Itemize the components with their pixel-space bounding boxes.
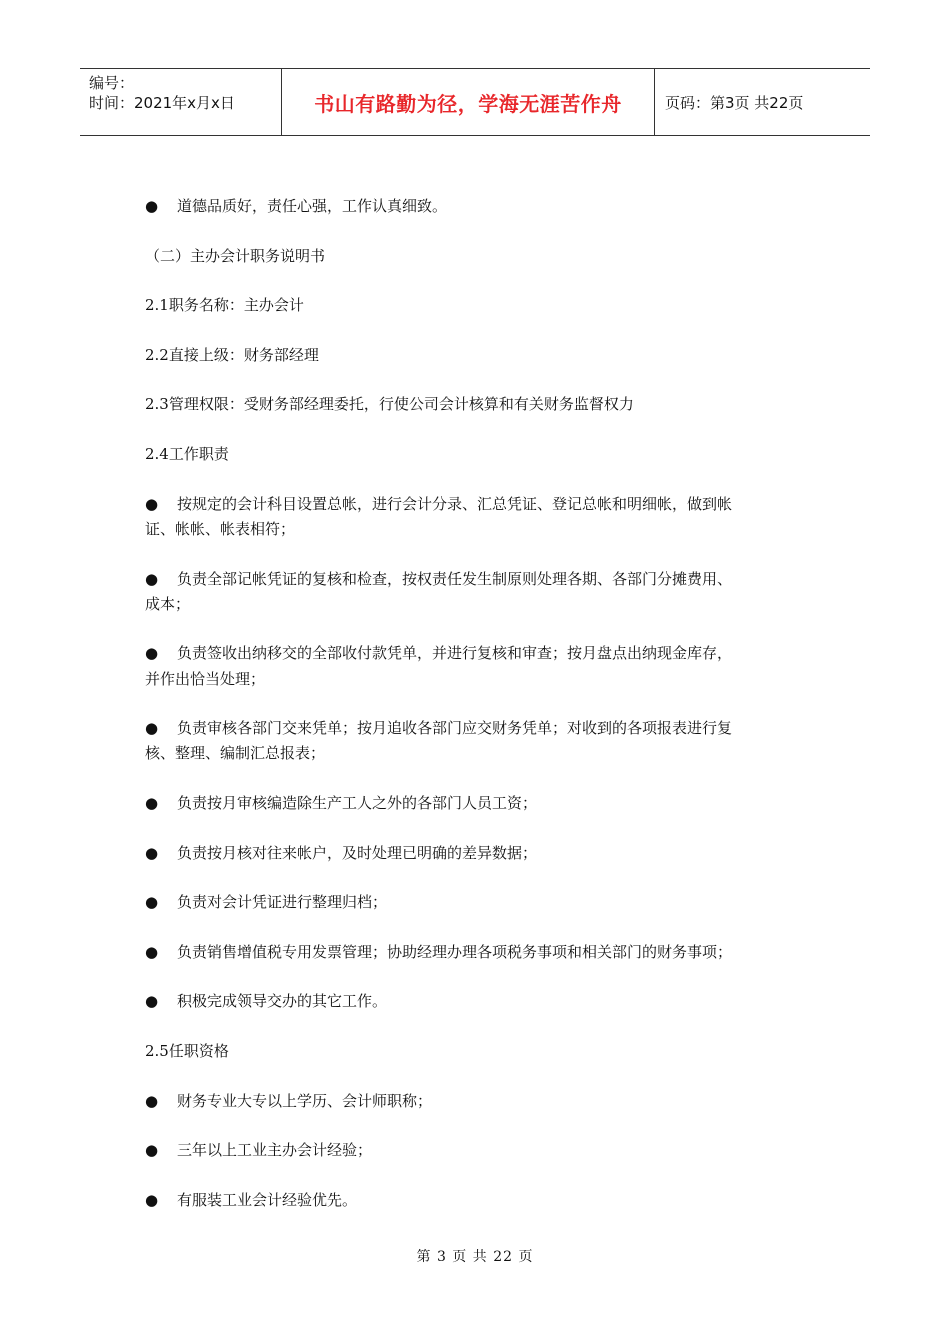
list-item: ● 三年以上工业主办会计经验； — [145, 1137, 815, 1163]
subsection-title: 2.5任职资格 — [145, 1042, 229, 1060]
bullet-icon: ● — [145, 992, 159, 1010]
list-item: ● 负责按月核对往来帐户，及时处理已明确的差异数据； — [145, 840, 815, 866]
bullet-icon: ● — [145, 943, 159, 961]
list-item: ● 财务专业大专以上学历、会计师职称； — [145, 1088, 815, 1114]
bullet-icon: ● — [145, 1092, 159, 1110]
document-number-label: 编号： — [89, 74, 135, 92]
bullet-icon: ● — [145, 719, 159, 737]
list-item-continuation: 核、整理、编制汇总报表； — [145, 744, 326, 762]
list-item-continuation: 并作出恰当处理； — [145, 670, 266, 688]
document-date: 时间：2021年x月x日 — [89, 94, 235, 112]
paragraph: 2.2直接上级：财务部经理 — [145, 346, 319, 364]
bullet-icon: ● — [145, 197, 159, 215]
paragraph: 2.1职务名称：主办会计 — [145, 296, 304, 314]
list-item: ● 负责全部记帐凭证的复核和检查，按权责任发生制原则处理各期、各部门分摊费用、 — [145, 566, 815, 592]
list-item: ● 负责审核各部门交来凭单；按月追收各部门应交财务凭单；对收到的各项报表进行复 — [145, 715, 815, 741]
page-header — [80, 68, 870, 136]
list-item: ● 负责销售增值税专用发票管理；协助经理办理各项税务事项和相关部门的财务事项； — [145, 939, 815, 965]
bullet-icon: ● — [145, 644, 159, 662]
header-motto: 书山有路勤为径，学海无涯苦作舟 — [282, 69, 655, 135]
list-item: ● 道德品质好，责任心强，工作认真细致。 — [145, 193, 815, 219]
list-item-continuation: 证、帐帐、帐表相符； — [145, 520, 296, 538]
bullet-icon: ● — [145, 1191, 159, 1209]
list-item: ● 负责签收出纳移交的全部收付款凭单，并进行复核和审查；按月盘点出纳现金库存， — [145, 640, 815, 666]
bullet-icon: ● — [145, 794, 159, 812]
bullet-icon: ● — [145, 893, 159, 911]
paragraph: 2.3管理权限：受财务部经理委托，行使公司会计核算和有关财务监督权力 — [145, 395, 634, 413]
list-item: ● 负责对会计凭证进行整理归档； — [145, 889, 815, 915]
bullet-icon: ● — [145, 844, 159, 862]
list-item: ● 有服装工业会计经验优先。 — [145, 1187, 815, 1213]
list-item: ● 积极完成领导交办的其它工作。 — [145, 988, 815, 1014]
header-meta — [80, 69, 282, 135]
subsection-title: 2.4工作职责 — [145, 445, 229, 463]
page-footer: 第 3 页 共 22 页 — [416, 1249, 534, 1265]
section-title: （二）主办会计职务说明书 — [145, 247, 326, 265]
bullet-icon: ● — [145, 495, 159, 513]
bullet-icon: ● — [145, 570, 159, 588]
bullet-icon: ● — [145, 1141, 159, 1159]
list-item-continuation: 成本； — [145, 595, 191, 613]
list-item: ● 负责按月审核编造除生产工人之外的各部门人员工资； — [145, 790, 815, 816]
list-item: ● 按规定的会计科目设置总帐，进行会计分录、汇总凭证、登记总帐和明细帐，做到帐 — [145, 491, 815, 517]
header-page-info: 页码：第3页 共22页 — [665, 93, 804, 112]
